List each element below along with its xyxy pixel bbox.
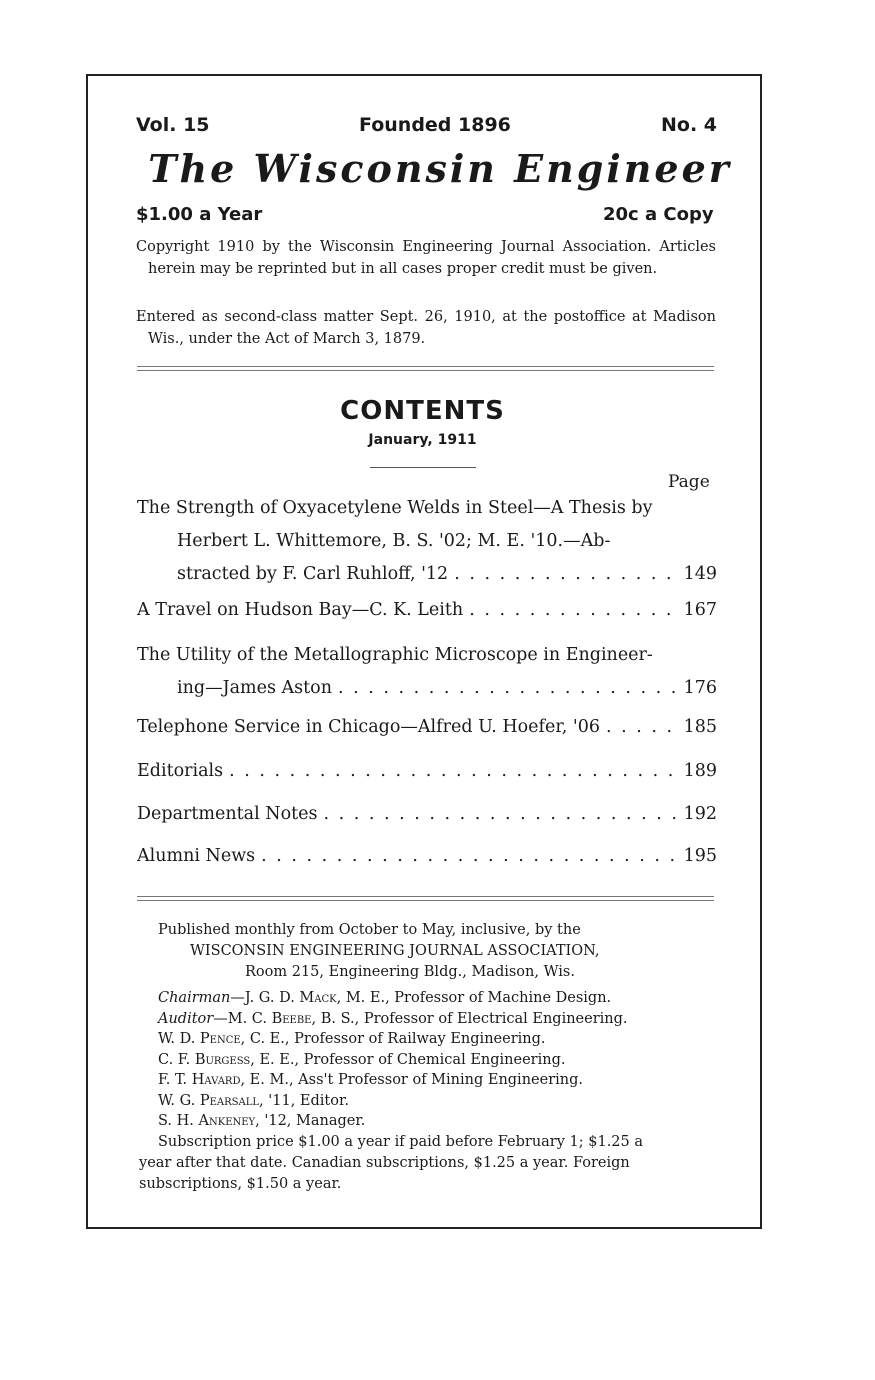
leader-dots [469, 594, 677, 627]
staff-role: Auditor [158, 1010, 214, 1027]
toc-entry-6-title: Departmental Notes [137, 804, 318, 824]
staff-name: M. C. Beebe [227, 1010, 312, 1027]
staff-list [158, 988, 628, 1132]
toc-entry-3[interactable] [137, 639, 717, 705]
staff-line [158, 1091, 628, 1112]
staff-detail: , '11, Editor. [259, 1092, 349, 1109]
subscription-line-1: Subscription price $1.00 a year if paid before February 1; $1.25 a [158, 1134, 644, 1150]
staff-line: Chairman—J. G. D. Mack, M. E., Professor of Machine Design. [158, 990, 612, 1006]
toc-entry-1-line1: The Strength of Oxyacetylene Welds in Steel—A Thesis by [137, 498, 653, 518]
toc-entry-6-page: 192 [683, 804, 717, 824]
contents-date: January, 1911 [368, 432, 477, 448]
leader-dots [261, 840, 677, 873]
staff-name: C. F. Burgess [158, 1051, 251, 1068]
toc-entry-2-title: A Travel on Hudson Bay—C. K. Leith [137, 600, 464, 620]
toc-entry-3-page: 176 [683, 678, 717, 698]
leader-dots [324, 798, 678, 831]
volume-label: Vol. 15 [136, 114, 210, 136]
staff-name: J. G. D. Mack [244, 990, 337, 1006]
toc-entry-5-page: 189 [683, 761, 717, 781]
staff-detail: , M. E., Professor of Machine Design. [336, 990, 612, 1006]
staff-role: Chairman [158, 990, 231, 1006]
staff-name: F. T. Havard [158, 1072, 241, 1088]
staff-line [158, 1050, 628, 1071]
staff-detail: , '12, Manager. [255, 1113, 366, 1129]
toc-entry-4-title: Telephone Service in Chicago—Alfred U. Hoefer, '06 [137, 717, 600, 737]
staff-detail: , C. E., Professor of Railway Engineering. [240, 1031, 546, 1047]
toc-entry-4[interactable] [137, 711, 717, 744]
toc-entry-4-page: 185 [683, 717, 717, 737]
toc-entry-6[interactable] [137, 798, 717, 831]
issue-number: No. 4 [661, 114, 718, 136]
toc-entry-7-title: Alumni News [137, 846, 256, 866]
published-line-3: Room 215, Engineering Bldg., Madison, Wis. [245, 964, 575, 980]
divider-bottom [137, 896, 714, 901]
toc-entry-1-line3: stracted by F. Carl Ruhloff, '12 [177, 564, 449, 584]
short-divider [370, 467, 476, 468]
toc-entry-3-line1: The Utility of the Metallographic Microscope in Engineer- [137, 645, 653, 665]
price-per-year: $1.00 a Year [136, 204, 263, 225]
staff-line [158, 1029, 628, 1050]
founded-label: Founded 1896 [359, 114, 511, 136]
staff-detail: , E. E., Professor of Chemical Engineering. [250, 1051, 566, 1068]
staff-line [158, 1070, 628, 1091]
published-line-1: Published monthly from October to May, inclusive, by the [158, 922, 581, 938]
toc-entry-1-page: 149 [683, 564, 717, 584]
toc-entry-1[interactable] [137, 492, 717, 591]
copyright-notice: Copyright 1910 by the Wisconsin Engineering Journal Association. Articles herein may be reprinted but in all cases proper credit must be given. [136, 239, 716, 277]
staff-name: W. D. Pence [158, 1031, 241, 1047]
staff-detail: , E. M., Ass't Professor of Mining Engineering. [240, 1072, 583, 1088]
toc-entry-7[interactable] [137, 840, 717, 873]
staff-detail: , B. S., Professor of Electrical Engineering. [311, 1010, 628, 1027]
staff-line [158, 1111, 628, 1132]
divider-top [137, 366, 714, 371]
subscription-line-2: year after that date. Canadian subscriptions, $1.25 a year. Foreign [139, 1155, 630, 1171]
toc-entry-2[interactable] [137, 594, 717, 627]
subscription-line-3: subscriptions, $1.50 a year. [139, 1176, 342, 1192]
journal-title: The Wisconsin Engineer [148, 146, 732, 191]
leader-dots [229, 755, 677, 788]
staff-name: W. G. Pearsall [158, 1092, 260, 1109]
toc-entry-3-line2: ing—James Aston [177, 678, 332, 698]
leader-dots [338, 672, 678, 705]
page-column-label: Page [668, 472, 710, 492]
leader-dots [454, 558, 677, 591]
toc-entry-5-title: Editorials [137, 761, 224, 781]
staff-line: Auditor—M. C. Beebe, B. S., Professor of Electrical Engineering. [158, 1010, 628, 1027]
toc-entry-5[interactable] [137, 755, 717, 788]
toc-entry-2-page: 167 [683, 600, 717, 620]
leader-dots [606, 711, 678, 744]
toc-entry-7-page: 195 [683, 846, 717, 866]
staff-name: S. H. Ankeney [158, 1113, 256, 1129]
published-line-2: WISCONSIN ENGINEERING JOURNAL ASSOCIATION, [190, 943, 600, 959]
toc-entry-1-line2: Herbert L. Whittemore, B. S. '02; M. E. '10.—Ab- [177, 531, 611, 551]
contents-heading: CONTENTS [340, 396, 505, 426]
entry-notice: Entered as second-class matter Sept. 26, 1910, at the postoffice at Madison Wis., under the Act of March 3, 1879. [136, 309, 716, 347]
price-per-copy: 20c a Copy [603, 204, 714, 225]
